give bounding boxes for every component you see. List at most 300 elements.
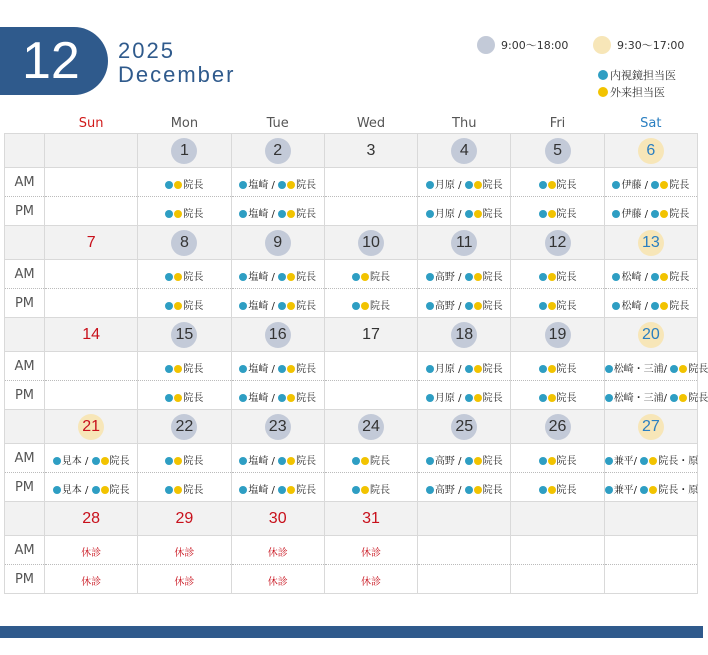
outpatient-dot-icon (174, 457, 182, 465)
am-row (5, 444, 698, 473)
pm-row (5, 565, 698, 594)
assignment-text: 塩崎 / (248, 208, 279, 220)
schedule-cell (604, 352, 708, 381)
outpatient-dot-icon (474, 302, 482, 310)
date-cell (418, 134, 511, 168)
outpatient-dot-icon (174, 486, 182, 494)
legend-outpatient-text: 外来担当医 (610, 86, 665, 99)
pm-label: PM (5, 381, 45, 410)
schedule-cell (418, 168, 511, 197)
assignment-text: 見本 / (61, 455, 92, 467)
date-row (5, 318, 698, 352)
date-row-label (5, 134, 45, 168)
outpatient-dot-icon (548, 273, 556, 281)
endoscopy-dot-icon (239, 302, 247, 310)
day-number: 6 (638, 138, 664, 164)
doctor-assignment (605, 360, 708, 375)
date-cell (138, 502, 231, 536)
doctor-assignment (605, 389, 708, 404)
date-cell (231, 502, 324, 536)
assignment-text: 高野 / (434, 300, 465, 312)
schedule-cell (418, 197, 511, 226)
date-cell (418, 410, 511, 444)
assignment-text: 塩崎 / (248, 363, 279, 375)
endoscopy-dot-icon (239, 365, 247, 373)
closed-label (361, 573, 381, 588)
date-row (5, 502, 698, 536)
doctor-assignment (352, 297, 390, 312)
schedule-cell (231, 197, 324, 226)
endoscopy-dot-icon (92, 457, 100, 465)
date-cell (418, 226, 511, 260)
closed-label (174, 573, 194, 588)
schedule-cell (231, 473, 324, 502)
day-number: 21 (78, 414, 104, 440)
schedule-cell (45, 565, 138, 594)
assignment-text: 院長 (296, 208, 317, 220)
date-cell (511, 318, 604, 352)
endoscopy-dot-icon (239, 273, 247, 281)
schedule-cell (45, 352, 138, 381)
endoscopy-dot-icon (539, 486, 547, 494)
schedule-cell (231, 536, 324, 565)
schedule-cell (45, 168, 138, 197)
endoscopy-dot-icon (165, 273, 173, 281)
schedule-cell (45, 381, 138, 410)
doctor-assignment (539, 297, 577, 312)
outpatient-dot-icon (474, 486, 482, 494)
doctor-assignment (426, 360, 503, 375)
assignment-text: 院長 (688, 363, 708, 375)
assignment-text: 院長 (109, 455, 130, 467)
assignment-text: 休診 (360, 547, 381, 559)
date-cell (324, 502, 417, 536)
outpatient-dot-icon (287, 210, 295, 218)
endoscopy-dot-icon (465, 273, 473, 281)
closed-label (268, 573, 288, 588)
doctor-assignment (426, 176, 503, 191)
assignment-text: 院長 (482, 179, 503, 191)
date-cell (45, 226, 138, 260)
endoscopy-dot-icon (278, 457, 286, 465)
outpatient-dot-icon (548, 486, 556, 494)
schedule-cell (418, 260, 511, 289)
day-number: 14 (82, 325, 101, 343)
doctor-assignment (539, 268, 577, 283)
assignment-text: 院長・原 (658, 484, 699, 496)
date-row-label (5, 410, 45, 444)
assignment-text: 院長 (296, 179, 317, 191)
am-row (5, 260, 698, 289)
endoscopy-dot-icon (278, 302, 286, 310)
schedule-cell (511, 444, 604, 473)
legend-yellow-hours-text: 9:30～17:00 (617, 39, 685, 52)
outpatient-dot-icon (287, 365, 295, 373)
day-number: 27 (638, 414, 664, 440)
endoscopy-dot-icon (53, 486, 61, 494)
day-number: 20 (638, 322, 664, 348)
assignment-text: 院長 (482, 455, 503, 467)
closed-label (361, 544, 381, 559)
schedule-cell (511, 168, 604, 197)
assignment-text: 休診 (267, 547, 288, 559)
endoscopy-dot-icon (612, 210, 620, 218)
schedule-cell (604, 197, 697, 226)
endoscopy-dot-icon (539, 273, 547, 281)
outpatient-dot-icon (548, 365, 556, 373)
blue-dot-icon (598, 70, 608, 80)
date-cell (231, 226, 324, 260)
doctor-assignment (539, 205, 577, 220)
date-cell (604, 502, 697, 536)
endoscopy-dot-icon (426, 486, 434, 494)
day-number: 4 (451, 138, 477, 164)
endoscopy-dot-icon (278, 394, 286, 402)
day-number: 25 (451, 414, 477, 440)
schedule-cell (604, 381, 708, 410)
date-cell (324, 226, 417, 260)
am-label: AM (5, 444, 45, 473)
day-number: 8 (171, 230, 197, 256)
assignment-text: 院長 (556, 392, 577, 404)
assignment-text: 院長 (183, 179, 204, 191)
assignment-text: 院長 (183, 392, 204, 404)
assignment-text: 休診 (174, 576, 195, 588)
endoscopy-dot-icon (165, 457, 173, 465)
assignment-text: 松崎 / (621, 300, 652, 312)
assignment-text: 兼平/ (613, 455, 641, 467)
outpatient-dot-icon (287, 273, 295, 281)
endoscopy-dot-icon (605, 486, 613, 494)
assignment-text: 塩崎 / (248, 392, 279, 404)
am-label: AM (5, 352, 45, 381)
endoscopy-dot-icon (612, 273, 620, 281)
schedule-cell (231, 260, 324, 289)
outpatient-dot-icon (361, 273, 369, 281)
schedule-cell (138, 381, 231, 410)
doctor-assignment (612, 268, 689, 283)
schedule-cell (231, 168, 324, 197)
doctor-assignment (426, 452, 503, 467)
weekday-wed: Wed (356, 116, 386, 131)
date-cell (324, 134, 417, 168)
outpatient-dot-icon (474, 394, 482, 402)
schedule-cell (231, 289, 324, 318)
date-cell (511, 226, 604, 260)
assignment-text: 月原 / (434, 208, 465, 220)
assignment-text: 院長 (183, 484, 204, 496)
endoscopy-dot-icon (352, 457, 360, 465)
doctor-assignment (165, 297, 203, 312)
pm-label: PM (5, 197, 45, 226)
endoscopy-dot-icon (352, 273, 360, 281)
doctor-assignment (239, 360, 316, 375)
outpatient-dot-icon (474, 210, 482, 218)
endoscopy-dot-icon (92, 486, 100, 494)
schedule-cell (45, 197, 138, 226)
endoscopy-dot-icon (278, 486, 286, 494)
legend-gray-hours (477, 36, 568, 54)
day-number: 30 (268, 509, 287, 527)
assignment-text: 院長 (183, 363, 204, 375)
schedule-cell (324, 352, 417, 381)
doctor-assignment (612, 176, 689, 191)
schedule-cell (418, 444, 511, 473)
assignment-text: 院長 (183, 455, 204, 467)
day-number: 12 (545, 230, 571, 256)
date-cell (231, 134, 324, 168)
outpatient-dot-icon (174, 273, 182, 281)
schedule-cell (511, 473, 604, 502)
assignment-text: 塩崎 / (248, 179, 279, 191)
endoscopy-dot-icon (612, 302, 620, 310)
day-number: 1 (171, 138, 197, 164)
endoscopy-dot-icon (239, 210, 247, 218)
schedule-cell (324, 565, 417, 594)
assignment-text: 院長 (482, 208, 503, 220)
assignment-text: 院長 (482, 392, 503, 404)
assignment-text: 月原 / (434, 392, 465, 404)
outpatient-dot-icon (287, 457, 295, 465)
endoscopy-dot-icon (670, 394, 678, 402)
doctor-assignment (165, 268, 203, 283)
endoscopy-dot-icon (426, 302, 434, 310)
outpatient-dot-icon (660, 273, 668, 281)
assignment-text: 見本 / (61, 484, 92, 496)
assignment-text: 院長 (482, 484, 503, 496)
outpatient-dot-icon (548, 210, 556, 218)
assignment-text: 院長 (296, 300, 317, 312)
assignment-text: 塩崎 / (248, 271, 279, 283)
endoscopy-dot-icon (605, 365, 613, 373)
pm-row (5, 381, 698, 410)
day-number: 23 (265, 414, 291, 440)
outpatient-dot-icon (101, 457, 109, 465)
outpatient-dot-icon (660, 210, 668, 218)
endoscopy-dot-icon (539, 181, 547, 189)
schedule-cell (418, 565, 511, 594)
assignment-text: 高野 / (434, 455, 465, 467)
endoscopy-dot-icon (278, 210, 286, 218)
outpatient-dot-icon (649, 457, 657, 465)
assignment-text: 高野 / (434, 271, 465, 283)
endoscopy-dot-icon (165, 394, 173, 402)
endoscopy-dot-icon (465, 365, 473, 373)
assignment-text: 院長 (482, 300, 503, 312)
day-number: 18 (451, 322, 477, 348)
day-number: 24 (358, 414, 384, 440)
outpatient-dot-icon (287, 394, 295, 402)
assignment-text: 松崎 / (621, 271, 652, 283)
schedule-cell (231, 565, 324, 594)
assignment-text: 院長 (556, 363, 577, 375)
schedule-cell (418, 289, 511, 318)
yellow-dot-icon (598, 87, 608, 97)
endoscopy-dot-icon (605, 394, 613, 402)
day-number: 10 (358, 230, 384, 256)
endoscopy-dot-icon (612, 181, 620, 189)
endoscopy-dot-icon (278, 181, 286, 189)
doctor-assignment (605, 452, 699, 467)
day-number: 22 (171, 414, 197, 440)
schedule-cell (604, 289, 697, 318)
schedule-cell (138, 565, 231, 594)
schedule-cell (324, 473, 417, 502)
outpatient-dot-icon (174, 210, 182, 218)
closed-label (174, 544, 194, 559)
assignment-text: 院長 (183, 271, 204, 283)
date-cell (418, 318, 511, 352)
assignment-text: 院長 (556, 484, 577, 496)
am-label: AM (5, 168, 45, 197)
assignment-text: 月原 / (434, 363, 465, 375)
assignment-text: 院長 (556, 300, 577, 312)
day-number: 13 (638, 230, 664, 256)
schedule-cell (45, 289, 138, 318)
outpatient-dot-icon (649, 486, 657, 494)
schedule-cell (324, 381, 417, 410)
endoscopy-dot-icon (539, 457, 547, 465)
outpatient-dot-icon (679, 394, 687, 402)
assignment-text: 休診 (174, 547, 195, 559)
assignment-text: 院長 (556, 179, 577, 191)
endoscopy-dot-icon (651, 181, 659, 189)
schedule-cell (138, 473, 231, 502)
assignment-text: 松崎・三浦/ (613, 363, 671, 375)
outpatient-dot-icon (101, 486, 109, 494)
doctor-assignment (165, 205, 203, 220)
assignment-text: 院長 (556, 208, 577, 220)
assignment-text: 院長 (669, 271, 690, 283)
am-row (5, 168, 698, 197)
doctor-assignment (239, 481, 316, 496)
weekday-header-corner (5, 114, 45, 134)
doctor-assignment (426, 297, 503, 312)
date-cell (324, 318, 417, 352)
outpatient-dot-icon (361, 486, 369, 494)
date-cell (45, 410, 138, 444)
doctor-assignment (239, 297, 316, 312)
endoscopy-dot-icon (278, 365, 286, 373)
endoscopy-dot-icon (426, 181, 434, 189)
day-number: 17 (362, 325, 380, 343)
assignment-text: 院長 (369, 271, 390, 283)
doctor-assignment (165, 360, 203, 375)
doctor-assignment (53, 481, 130, 496)
date-row (5, 410, 698, 444)
closed-label (268, 544, 288, 559)
schedule-cell (604, 473, 697, 502)
date-cell (138, 226, 231, 260)
endoscopy-dot-icon (670, 365, 678, 373)
date-cell (604, 318, 697, 352)
assignment-text: 松崎・三浦/ (613, 392, 671, 404)
doctor-assignment (539, 176, 577, 191)
doctor-assignment (53, 452, 130, 467)
doctor-assignment (539, 481, 577, 496)
schedule-cell (45, 444, 138, 473)
date-row-label (5, 226, 45, 260)
schedule-cell (45, 260, 138, 289)
assignment-text: 院長 (369, 300, 390, 312)
date-cell (604, 226, 697, 260)
endoscopy-dot-icon (278, 273, 286, 281)
date-cell (604, 410, 697, 444)
assignment-text: 院長 (183, 300, 204, 312)
month-number-badge: 12 (0, 27, 108, 95)
day-number: 28 (82, 509, 101, 527)
date-cell (45, 134, 138, 168)
endoscopy-dot-icon (239, 457, 247, 465)
date-cell (511, 502, 604, 536)
assignment-text: 院長 (296, 392, 317, 404)
assignment-text: 院長 (296, 484, 317, 496)
date-cell (138, 318, 231, 352)
date-cell (45, 502, 138, 536)
schedule-cell (604, 536, 697, 565)
day-number: 2 (265, 138, 291, 164)
endoscopy-dot-icon (165, 486, 173, 494)
weekday-tue: Tue (266, 116, 289, 131)
doctor-assignment (239, 268, 316, 283)
assignment-text: 院長 (482, 363, 503, 375)
day-number: 26 (545, 414, 571, 440)
outpatient-dot-icon (174, 394, 182, 402)
schedule-cell (418, 536, 511, 565)
endoscopy-dot-icon (53, 457, 61, 465)
endoscopy-dot-icon (426, 457, 434, 465)
schedule-cell (604, 444, 697, 473)
doctor-assignment (605, 481, 699, 496)
schedule-cell (45, 536, 138, 565)
doctor-assignment (239, 205, 316, 220)
weekday-sun: Sun (78, 116, 104, 131)
outpatient-dot-icon (361, 302, 369, 310)
day-number: 31 (362, 509, 380, 527)
doctor-assignment (426, 389, 503, 404)
endoscopy-dot-icon (426, 273, 434, 281)
endoscopy-dot-icon (651, 273, 659, 281)
assignment-text: 休診 (267, 576, 288, 588)
legend-endoscopy (598, 67, 676, 83)
day-number: 5 (545, 138, 571, 164)
assignment-text: 院長 (296, 363, 317, 375)
outpatient-dot-icon (679, 365, 687, 373)
am-label: AM (5, 536, 45, 565)
endoscopy-dot-icon (465, 181, 473, 189)
year-label: 2025 (118, 38, 175, 63)
date-cell (511, 134, 604, 168)
outpatient-dot-icon (474, 273, 482, 281)
date-cell (511, 410, 604, 444)
endoscopy-dot-icon (605, 457, 613, 465)
assignment-text: 塩崎 / (248, 300, 279, 312)
endoscopy-dot-icon (165, 210, 173, 218)
endoscopy-dot-icon (239, 394, 247, 402)
legend-endoscopy-text: 内視鏡担当医 (610, 69, 676, 82)
schedule-cell (138, 352, 231, 381)
am-label: AM (5, 260, 45, 289)
endoscopy-dot-icon (352, 486, 360, 494)
assignment-text: 院長 (556, 455, 577, 467)
endoscopy-dot-icon (651, 210, 659, 218)
assignment-text: 伊藤 / (621, 179, 652, 191)
assignment-text: 院長・原 (658, 455, 699, 467)
footer-bar (0, 626, 703, 638)
schedule-cell (324, 289, 417, 318)
doctor-assignment (539, 360, 577, 375)
endoscopy-dot-icon (352, 302, 360, 310)
